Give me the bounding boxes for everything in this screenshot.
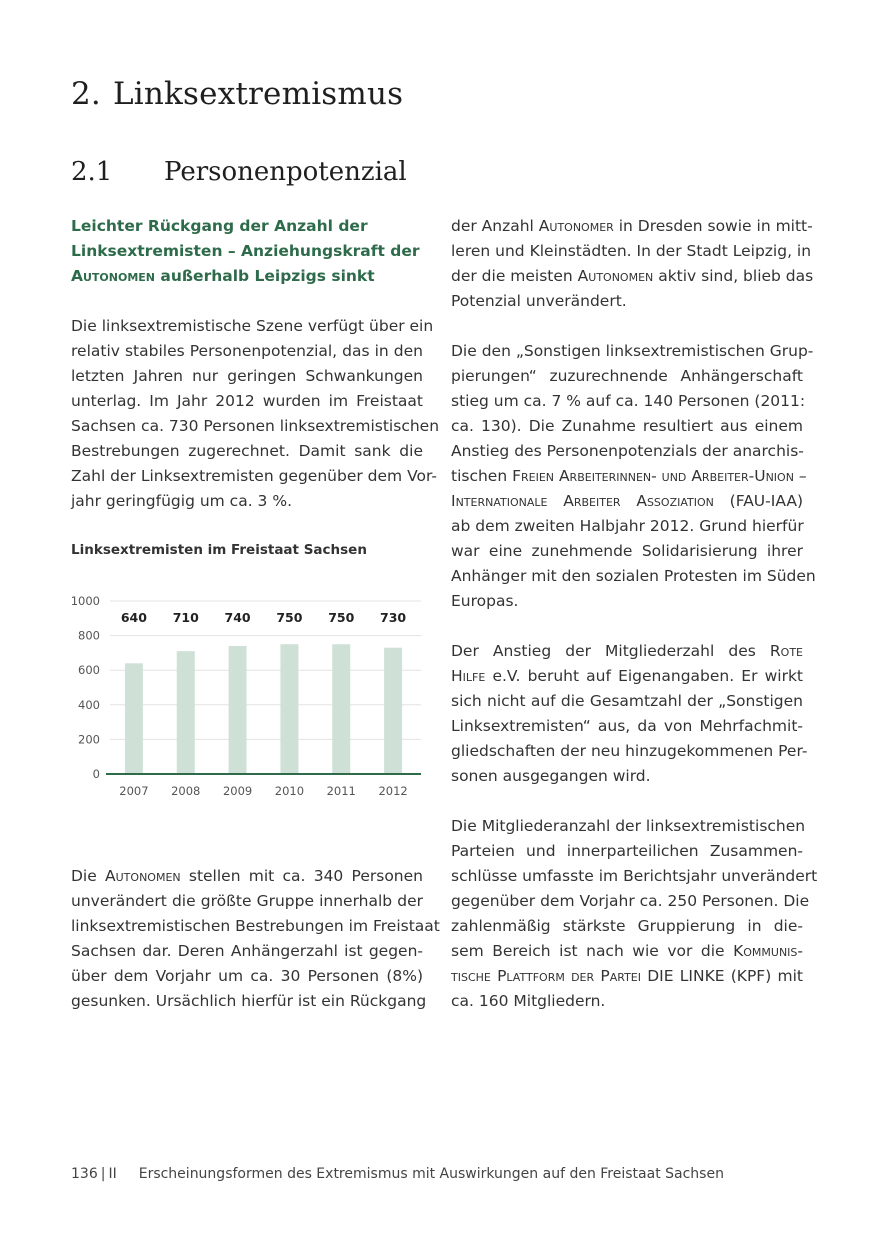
text-line: pierungen“ zuzurechnende Anhängerschaft (451, 367, 803, 385)
text-line: Die linksextremistische Szene verfügt über ein (71, 317, 434, 335)
text-line: schlüsse umfasste im Berichtsjahr unverändert (451, 867, 818, 885)
heading-number: 2. (71, 76, 101, 112)
x-tick-label: 2012 (378, 784, 408, 798)
text-line: leren und Kleinstädten. In der Stadt Leipzig, in (451, 242, 812, 260)
subheading (71, 214, 423, 289)
paragraph-intro (71, 314, 440, 514)
text-line: linksextremistischen Bestrebungen im Freistaat (71, 917, 440, 935)
text-line: letzten Jahren nur geringen Schwankungen (71, 367, 423, 385)
footer-section: II (108, 1166, 117, 1182)
paragraph-sonstige (451, 339, 816, 614)
text-line: Linksextremisten“ aus, da von Mehrfachmit- (451, 717, 803, 735)
page-heading (71, 76, 403, 112)
bar (332, 644, 350, 774)
bar (125, 663, 143, 774)
y-tick-label: 200 (78, 732, 100, 747)
bar-chart (63, 588, 433, 808)
text-line: unterlag. Im Jahr 2012 wurden im Freistaat (71, 392, 423, 410)
text-line: stieg um ca. 7 % auf ca. 140 Personen (2011: (451, 392, 806, 410)
data-label: 750 (276, 610, 303, 625)
text-line: sonen ausgegangen wird. (451, 767, 651, 785)
y-tick-label: 600 (78, 663, 100, 678)
right-column (451, 214, 818, 1039)
text-line-smallcaps: sem Bereich ist nach wie vor die Kommunis- (451, 942, 803, 960)
text-line: unverändert die größte Gruppe innerhalb der (71, 892, 423, 910)
bar (177, 651, 195, 774)
footer-separator: | (100, 1166, 106, 1182)
text-line: Potenzial unverändert. (451, 292, 627, 310)
text-line: sich nicht auf die Gesamtzahl der „Sonstigen (451, 692, 803, 710)
text-line-smallcaps: Der Anstieg der Mitgliederzahl des Rote (451, 642, 803, 660)
text-line: Anstieg des Personenpotenzials der anarchis- (451, 442, 804, 460)
text-line: gliedschaften der neu hinzugekommenen Per- (451, 742, 808, 760)
text-line: gegenüber dem Vorjahr ca. 250 Personen. Die (451, 892, 810, 910)
text-line-smallcaps: Hilfe e.V. beruht auf Eigenangaben. Er wirkt (451, 667, 803, 685)
x-tick-label: 2009 (222, 784, 253, 798)
paragraph-parteien (451, 814, 818, 1014)
text-line-smallcaps: tischen Freien Arbeiterinnen- und Arbeiter-Union – (451, 467, 807, 485)
text-line: ab dem zweiten Halbjahr 2012. Grund hierfür (451, 517, 804, 535)
text-line: Die Mitgliederanzahl der linksextremistischen (451, 817, 806, 835)
bar (280, 644, 298, 774)
text-line: jahr geringfügig um ca. 3 %. (71, 492, 293, 510)
page-footer (71, 1166, 724, 1182)
y-tick-label: 400 (78, 697, 100, 712)
text-line: Europas. (451, 592, 519, 610)
bar (229, 646, 247, 774)
text-line-smallcaps: Internationale Arbeiter Assoziation (FAU-IAA) (451, 492, 803, 510)
chart-title: Linksextremisten im Freistaat Sachsen (71, 542, 367, 558)
page-number: 136 (71, 1166, 98, 1182)
text-line-smallcaps: der Anzahl Autonomer in Dresden sowie in mitt- (451, 217, 813, 235)
text-line: Sachsen dar. Deren Anhängerzahl ist gegen- (71, 942, 423, 960)
x-tick-label: 2011 (326, 784, 356, 798)
heading-title: Linksextremismus (112, 76, 404, 112)
data-label: 740 (224, 610, 251, 625)
text-line-smallcaps: der die meisten Autonomen aktiv sind, blieb das (451, 267, 814, 285)
footer-text: Erscheinungsformen des Extremismus mit Auswirkungen auf den Freistaat Sachsen (138, 1166, 724, 1182)
subheading-line: Linksextremisten – Anziehungskraft der (71, 242, 420, 260)
bar (384, 648, 402, 774)
data-label: 730 (380, 610, 407, 625)
text-line: ca. 160 Mitgliedern. (451, 992, 606, 1010)
text-line-smallcaps: tische Plattform der Partei DIE LINKE (KPF) mit (451, 967, 803, 985)
text-line: Bestrebungen zugerechnet. Damit sank die (71, 442, 423, 460)
x-tick-label: 2008 (171, 784, 201, 798)
left-column (71, 214, 440, 539)
x-tick-label: 2010 (274, 784, 305, 798)
section-number: 2.1 (71, 157, 113, 187)
paragraph-rote-hilfe (451, 639, 808, 789)
data-label: 750 (328, 610, 355, 625)
text-line: war eine zunehmende Solidarisierung ihrer (451, 542, 803, 560)
text-line: gesunken. Ursächlich hierfür ist ein Rückgang (71, 992, 427, 1010)
data-label: 640 (120, 610, 147, 625)
text-line: relativ stabiles Personenpotenzial, das in den (71, 342, 423, 360)
text-line: Parteien und innerparteilichen Zusammen- (451, 842, 803, 860)
bar-chart-svg (63, 588, 433, 808)
y-tick-label: 800 (78, 628, 100, 643)
x-tick-label: 2007 (119, 784, 149, 798)
text-line: Anhänger mit den sozialen Protesten im Süden (451, 567, 816, 585)
text-line: zahlenmäßig stärkste Gruppierung in die- (451, 917, 803, 935)
text-line: Sachsen ca. 730 Personen linksextremistischen (71, 417, 440, 435)
subheading-line-smallcaps: Autonomen außerhalb Leipzigs sinkt (71, 267, 375, 285)
section-title: Personenpotenzial (164, 157, 407, 187)
section-heading (71, 157, 407, 187)
text-line: Die den „Sonstigen linksextremistischen Grup- (451, 342, 814, 360)
subheading-line: Leichter Rückgang der Anzahl der (71, 217, 368, 235)
text-line: ca. 130). Die Zunahme resultiert aus einem (451, 417, 803, 435)
y-tick-label: 0 (92, 767, 100, 781)
text-line-smallcaps: Die Autonomen stellen mit ca. 340 Personen (71, 867, 423, 885)
paragraph-autonome (71, 864, 440, 1014)
paragraph-continued (451, 214, 814, 314)
y-tick-label: 1000 (70, 594, 100, 608)
text-line: Zahl der Linksextremisten gegenüber dem Vor- (71, 467, 437, 485)
text-line: über dem Vorjahr um ca. 30 Personen (8%) (71, 967, 423, 985)
data-label: 710 (172, 610, 199, 625)
